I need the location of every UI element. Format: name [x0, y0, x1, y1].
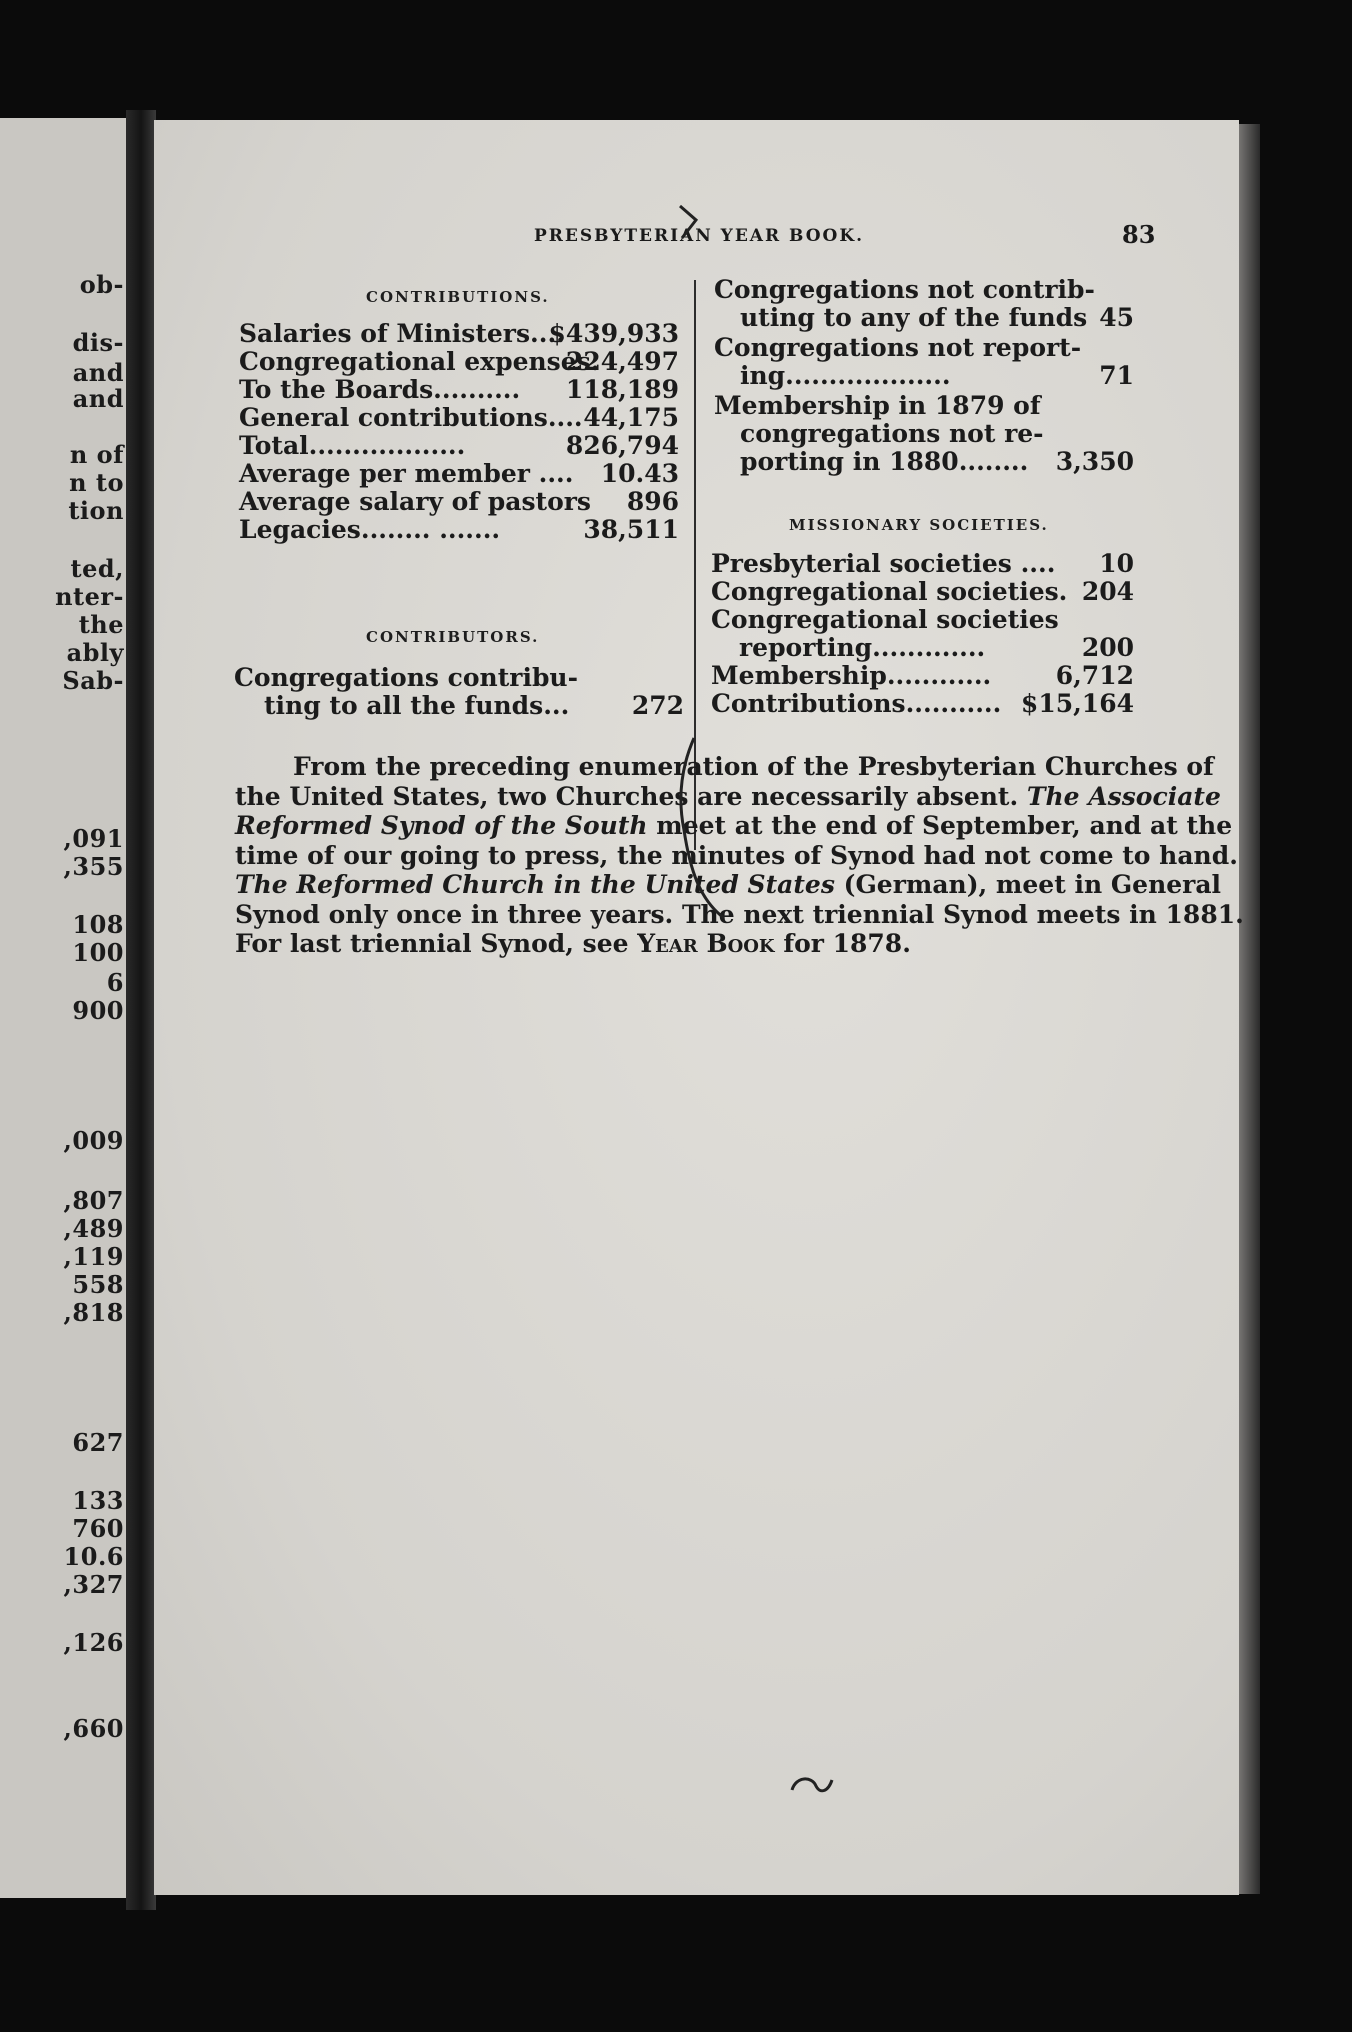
pencil-stroke — [792, 1779, 832, 1791]
line-text: time of our going to press, the minutes of Synod had not come to hand. — [235, 840, 1238, 870]
row-value: 44,175 — [583, 403, 679, 432]
row-label: General contributions.... — [239, 403, 583, 432]
line-text: From the preceding enumeration of the Presbyterian Churches of — [293, 752, 1214, 781]
missionary-heading: MISSIONARY SOCIETIES. — [789, 516, 1049, 534]
pencil-stroke — [680, 206, 696, 238]
row-label: Legacies........ ....... — [239, 515, 501, 544]
left-fragment: 760 — [72, 1514, 124, 1543]
book-gutter — [126, 110, 156, 1910]
row-label: Average per member .... — [239, 459, 574, 488]
line-text: the United States, two Churches are necessarily absent. — [235, 781, 1019, 811]
paragraph-line — [235, 752, 1214, 782]
left-fragment: the — [78, 610, 124, 639]
left-fragment: ,091 — [63, 824, 124, 853]
row-value: 896 — [626, 487, 679, 516]
row-value: 272 — [631, 691, 684, 720]
paragraph-line — [235, 781, 1221, 812]
left-fragment: ,126 — [63, 1628, 124, 1657]
row-value: 10.43 — [600, 459, 679, 488]
left-fragment: 100 — [72, 938, 124, 967]
running-head: PRESBYTERIAN YEAR BOOK. — [534, 226, 865, 246]
row-value: 45 — [1099, 303, 1134, 332]
previous-page-strip — [0, 118, 128, 1898]
line-text-italic: The Reformed Church in the United States — [235, 870, 835, 899]
row-label: Congregations contribu- — [234, 663, 578, 692]
line-text: for 1878. — [783, 929, 911, 958]
left-fragment: ,355 — [63, 852, 124, 881]
contributions-heading: CONTRIBUTIONS. — [366, 288, 550, 306]
row-label: Congregational societies. — [711, 577, 1068, 606]
row-label: congregations not re- — [740, 419, 1044, 448]
row-value: 118,189 — [565, 375, 679, 404]
left-fragment: Sab- — [62, 666, 124, 695]
left-fragment: ,119 — [63, 1242, 124, 1271]
row-label: reporting............. — [739, 633, 986, 662]
left-fragment: ,009 — [63, 1126, 124, 1155]
row-value: 224,497 — [565, 347, 679, 376]
row-label: porting in 1880........ — [740, 447, 1029, 476]
row-label: Membership............ — [711, 661, 992, 690]
row-value: 6,712 — [1055, 661, 1134, 690]
row-label: Congregational societies — [711, 605, 1059, 634]
row-label: Salaries of Ministers.... — [239, 319, 565, 348]
row-value: 3,350 — [1055, 447, 1134, 476]
left-fragment: 558 — [72, 1270, 124, 1299]
row-label: Average salary of pastors — [239, 487, 592, 516]
row-value: 204 — [1081, 577, 1134, 606]
row-label: Presbyterial societies .... — [711, 549, 1056, 578]
line-text-smallcaps: Year Book — [637, 929, 775, 958]
paragraph-line — [235, 929, 1061, 959]
row-label: Congregations not report- — [714, 333, 1082, 362]
left-fragment: ,818 — [63, 1298, 124, 1327]
line-text: For last triennial Synod, see — [235, 929, 629, 958]
left-fragment: ably — [66, 638, 124, 667]
left-fragment: 6 — [106, 968, 124, 997]
left-fragment: and — [72, 358, 124, 387]
row-label: Congregational expenses. — [239, 347, 600, 376]
row-label: Total.................. — [239, 431, 466, 460]
row-label: To the Boards.......... — [239, 375, 521, 404]
row-value: $15,164 — [1020, 689, 1134, 718]
left-fragment: and — [72, 384, 124, 413]
left-fragment: ,489 — [63, 1214, 124, 1243]
row-value: 10 — [1099, 549, 1134, 578]
row-label: Congregations not contrib- — [714, 275, 1095, 304]
page-number: 83 — [1122, 220, 1156, 249]
left-fragment: ,327 — [63, 1570, 124, 1599]
left-fragment: ob- — [79, 270, 124, 299]
row-value: 38,511 — [583, 515, 679, 544]
left-fragment: ted, — [70, 554, 124, 583]
contributors-heading: CONTRIBUTORS. — [366, 628, 540, 646]
pencil-stroke — [681, 738, 724, 918]
row-value: $439,933 — [548, 319, 679, 348]
body-paragraph — [235, 752, 1244, 959]
line-text-italic: Reformed Synod of the South — [235, 811, 648, 840]
line-text-italic: The Associate — [1026, 781, 1221, 811]
line-text: Synod only once in three years. The next triennial Synod meets in 1881. — [235, 899, 1244, 929]
book-page — [154, 120, 1244, 1895]
left-fragment: 900 — [72, 996, 124, 1025]
left-fragment: 10.6 — [63, 1542, 124, 1571]
paragraph-line — [235, 840, 1238, 871]
paragraph-line — [235, 870, 1222, 900]
row-label: Membership in 1879 of — [714, 391, 1041, 420]
paragraph-line — [235, 811, 1233, 841]
left-fragment: ,807 — [63, 1186, 124, 1215]
row-label: ting to all the funds... — [264, 691, 570, 720]
paragraph-line — [235, 899, 1244, 930]
left-fragment: 108 — [72, 910, 124, 939]
row-value: 71 — [1099, 361, 1134, 390]
row-label: ing................... — [740, 361, 951, 390]
row-value: 826,794 — [565, 431, 679, 460]
left-fragment: nter- — [55, 582, 124, 611]
left-fragment: 627 — [72, 1428, 124, 1457]
row-label: uting to any of the funds — [740, 303, 1088, 332]
left-fragment: tion — [68, 496, 124, 525]
left-fragment: ,660 — [63, 1714, 124, 1743]
line-text: meet at the end of September, and at the — [656, 811, 1233, 840]
pencil-mark-bracket — [654, 730, 734, 930]
pencil-mark-caret — [674, 202, 704, 242]
page-edge-shadow — [1238, 124, 1260, 1894]
left-fragment: dis- — [72, 328, 124, 357]
pencil-mark-squiggle — [786, 1770, 836, 1800]
left-fragment: n to — [69, 468, 124, 497]
left-fragment: 133 — [72, 1486, 124, 1515]
left-fragment: n of — [69, 440, 124, 469]
line-text: (German), meet in General — [843, 870, 1222, 899]
row-value: 200 — [1081, 633, 1134, 662]
row-label: Contributions........... — [711, 689, 1002, 718]
